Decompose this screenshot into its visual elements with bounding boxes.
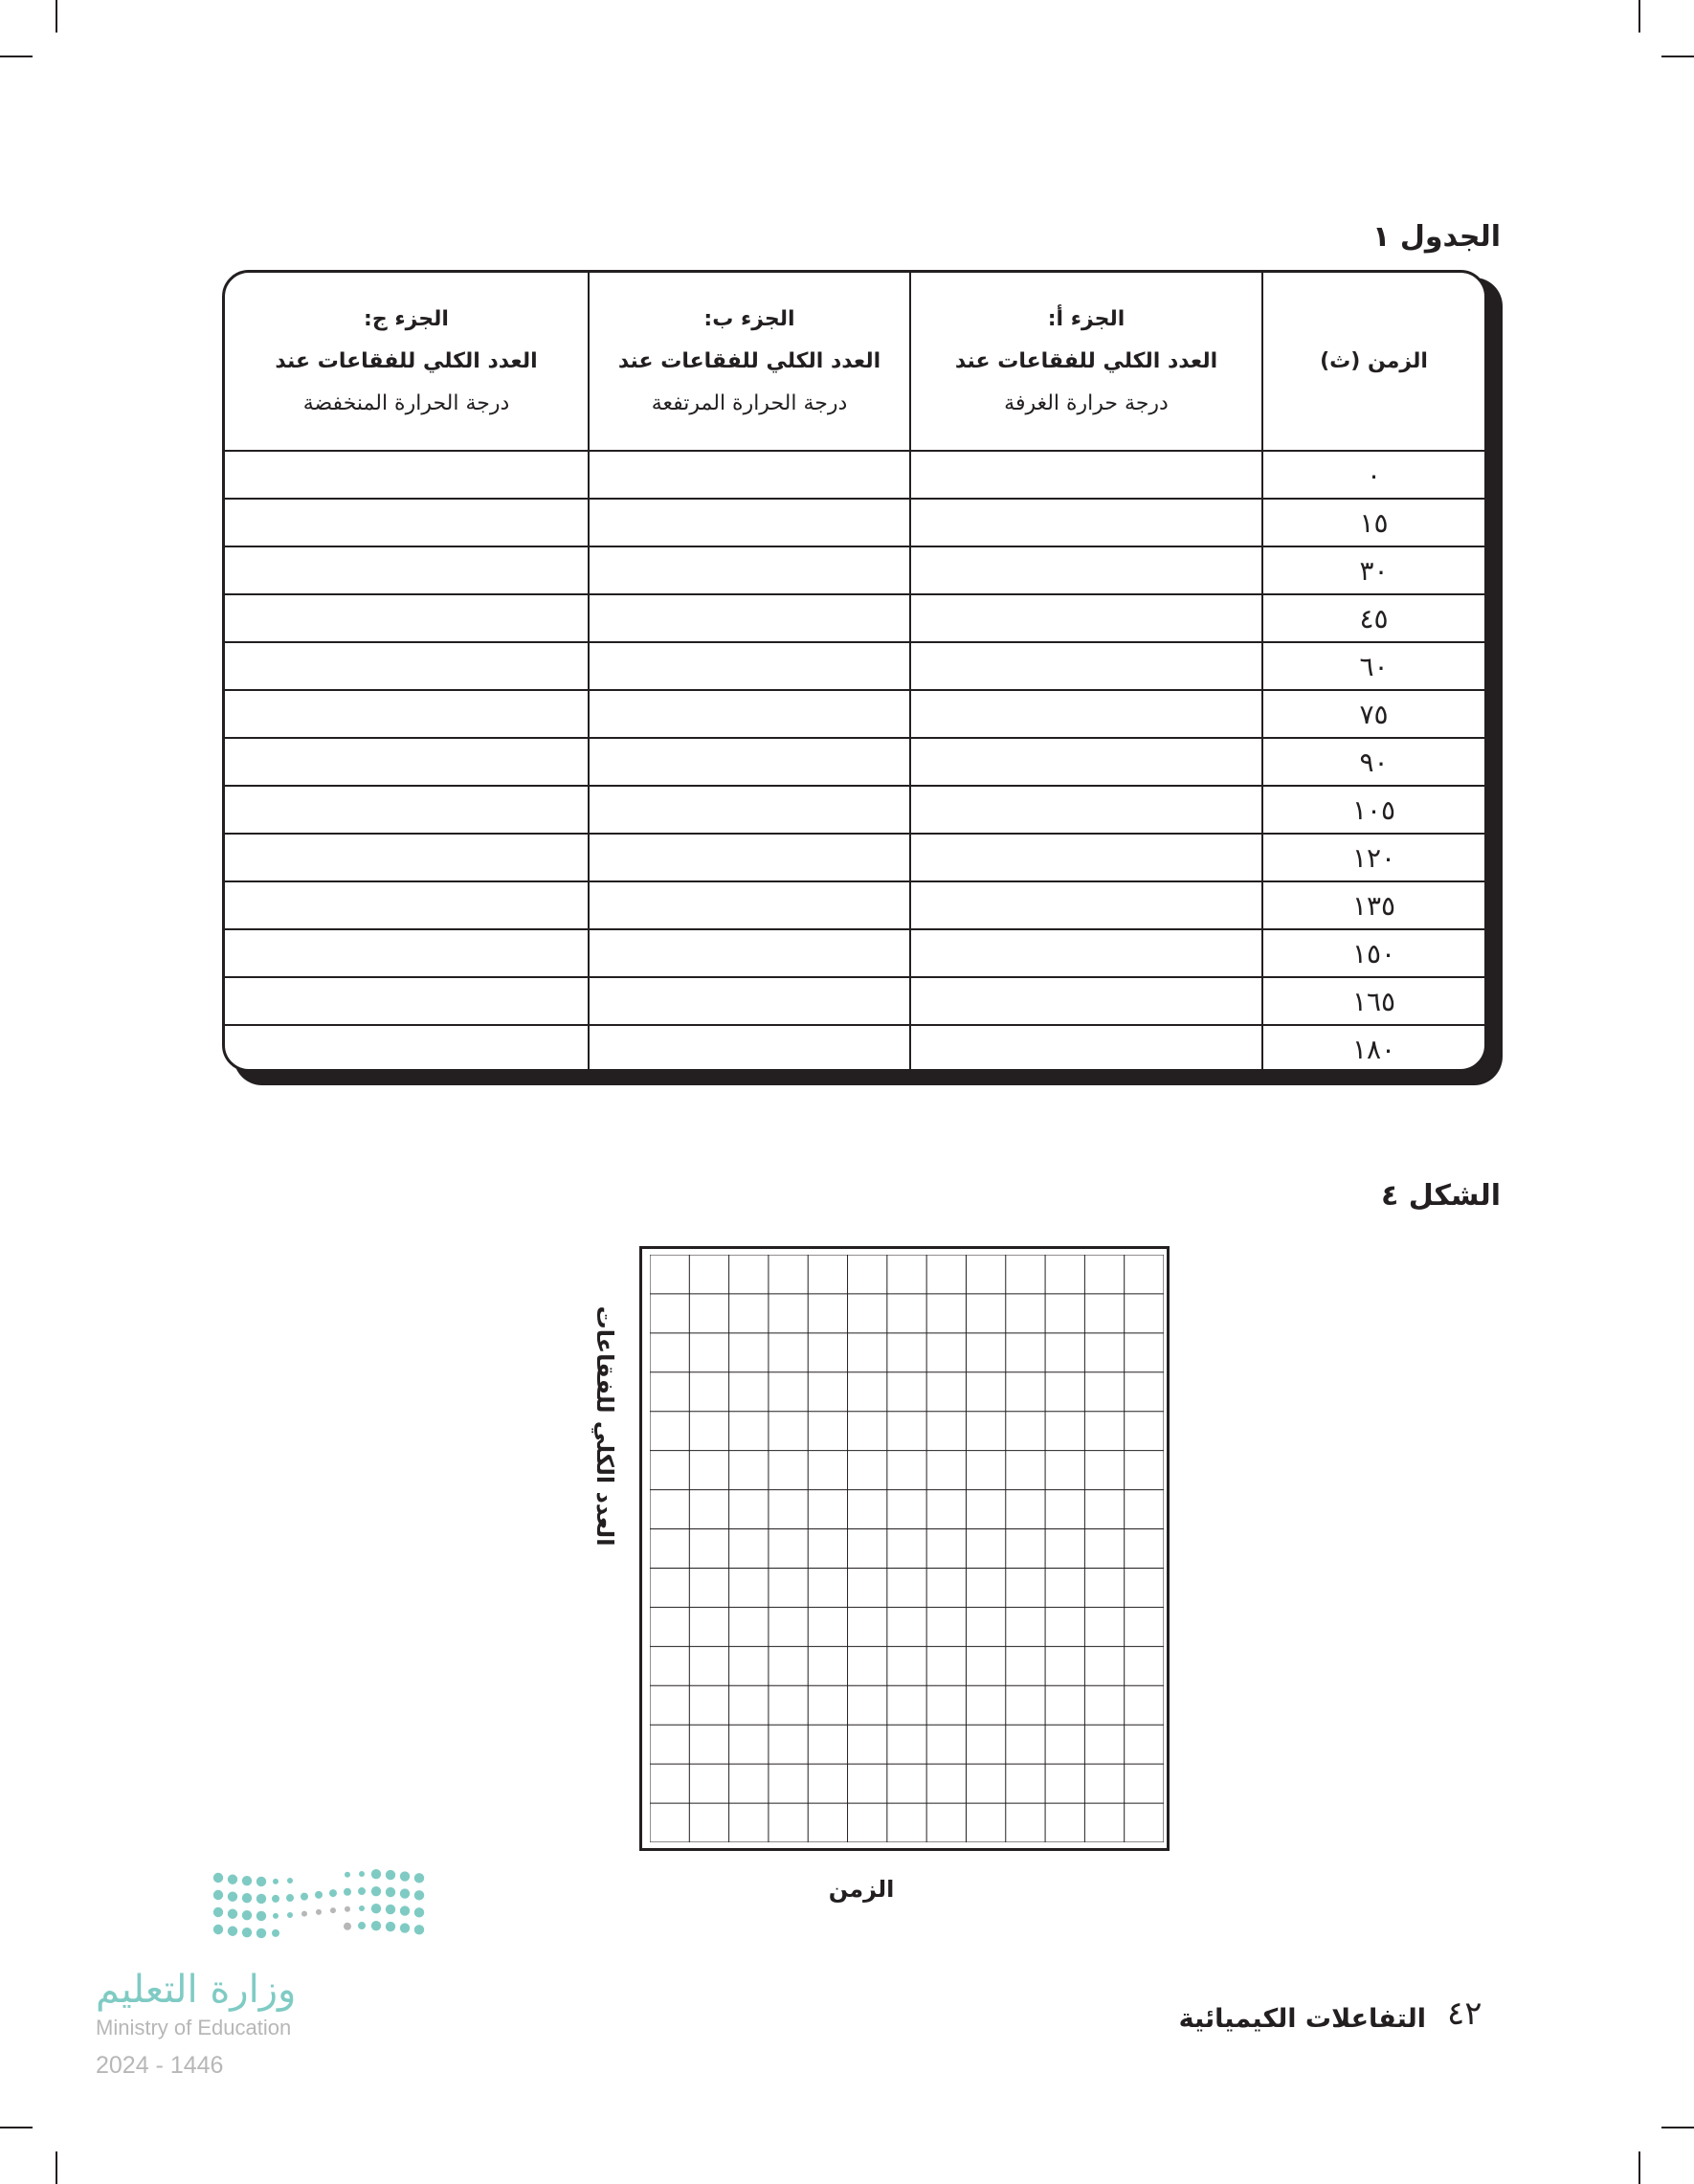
logo-dot — [213, 1890, 223, 1900]
crop-mark — [1638, 0, 1640, 33]
table-row — [225, 690, 1484, 738]
logo-dot — [256, 1928, 266, 1938]
ministry-year: 2024 - 1446 — [96, 2052, 224, 2079]
ministry-name-en: Ministry of Education — [96, 2016, 292, 2039]
time-cell: ٠ — [1262, 451, 1484, 499]
logo-dot — [256, 1894, 266, 1904]
empty-cell-part-b[interactable] — [589, 881, 910, 929]
logo-dot — [242, 1876, 252, 1885]
logo-dot — [242, 1928, 252, 1937]
empty-cell-part-a[interactable] — [910, 642, 1262, 690]
logo-dot — [400, 1923, 410, 1932]
logo-dot — [344, 1923, 351, 1930]
header-part-b: الجزء ب: العدد الكلي للفقاعات عند درجة الحرارة المرتفعة — [589, 273, 910, 451]
logo-dot — [400, 1888, 410, 1898]
logo-dot — [287, 1912, 293, 1918]
logo-dot — [386, 1905, 395, 1914]
logo-dot — [414, 1873, 424, 1883]
empty-cell-part-a[interactable] — [910, 786, 1262, 834]
logo-dot — [400, 1905, 410, 1915]
logo-dot — [359, 1905, 365, 1911]
data-table-1 — [222, 270, 1487, 1072]
empty-cell-part-a[interactable] — [910, 881, 1262, 929]
time-cell: ١٢٠ — [1262, 834, 1484, 881]
empty-cell-part-a[interactable] — [910, 1025, 1262, 1072]
empty-cell-part-a[interactable] — [910, 834, 1262, 881]
empty-cell-part-a[interactable] — [910, 977, 1262, 1025]
empty-cell-part-c[interactable] — [225, 690, 589, 738]
table-row — [225, 977, 1484, 1025]
time-cell: ٤٥ — [1262, 594, 1484, 642]
empty-cell-part-b[interactable] — [589, 786, 910, 834]
crop-mark — [56, 0, 57, 33]
table-caption: الجدول ١ — [1372, 220, 1501, 254]
time-cell: ١٦٥ — [1262, 977, 1484, 1025]
empty-cell-part-b[interactable] — [589, 690, 910, 738]
graph-grid[interactable] — [639, 1246, 1170, 1851]
empty-cell-part-a[interactable] — [910, 690, 1262, 738]
header-part-a: الجزء أ: العدد الكلي للفقاعات عند درجة حرارة الغرفة — [910, 273, 1262, 451]
logo-dot — [359, 1871, 365, 1877]
empty-cell-part-c[interactable] — [225, 786, 589, 834]
empty-cell-part-b[interactable] — [589, 499, 910, 546]
time-cell: ١٠٥ — [1262, 786, 1484, 834]
empty-cell-part-c[interactable] — [225, 642, 589, 690]
ministry-logo-icon — [211, 1868, 450, 1954]
time-cell: ٣٠ — [1262, 546, 1484, 594]
crop-mark — [1661, 56, 1694, 57]
logo-dot — [301, 1911, 307, 1917]
empty-cell-part-b[interactable] — [589, 546, 910, 594]
table-row — [225, 499, 1484, 546]
logo-dot — [272, 1929, 279, 1937]
empty-cell-part-b[interactable] — [589, 451, 910, 499]
empty-cell-part-b[interactable] — [589, 929, 910, 977]
table-row — [225, 881, 1484, 929]
logo-dot — [371, 1886, 381, 1896]
empty-cell-part-a[interactable] — [910, 451, 1262, 499]
crop-mark — [1661, 2127, 1694, 2128]
header-time: الزمن (ث) — [1262, 273, 1484, 451]
logo-dot — [358, 1887, 366, 1895]
logo-dot — [371, 1921, 381, 1930]
empty-cell-part-b[interactable] — [589, 642, 910, 690]
empty-cell-part-c[interactable] — [225, 1025, 589, 1072]
empty-cell-part-a[interactable] — [910, 594, 1262, 642]
empty-cell-part-b[interactable] — [589, 738, 910, 786]
time-cell: ١٥٠ — [1262, 929, 1484, 977]
logo-dot — [386, 1922, 395, 1931]
logo-dot — [344, 1888, 351, 1896]
logo-dot — [286, 1894, 294, 1902]
empty-cell-part-c[interactable] — [225, 881, 589, 929]
empty-cell-part-b[interactable] — [589, 834, 910, 881]
empty-cell-part-c[interactable] — [225, 977, 589, 1025]
logo-dot — [330, 1907, 336, 1913]
time-cell: ٧٥ — [1262, 690, 1484, 738]
x-axis-label: الزمن — [828, 1876, 895, 1903]
empty-cell-part-b[interactable] — [589, 977, 910, 1025]
logo-dot — [414, 1890, 424, 1900]
crop-mark — [0, 2127, 33, 2128]
empty-cell-part-a[interactable] — [910, 929, 1262, 977]
time-cell: ١٣٥ — [1262, 881, 1484, 929]
logo-dot — [287, 1878, 293, 1883]
y-axis-label: العدد الكلي للفقاعات — [591, 1305, 618, 1547]
logo-dot — [371, 1904, 381, 1913]
logo-dot — [329, 1889, 337, 1897]
logo-dot — [256, 1911, 266, 1921]
table-row — [225, 929, 1484, 977]
logo-dot — [273, 1913, 279, 1919]
logo-dot — [273, 1879, 279, 1884]
figure-caption: الشكل ٤ — [1380, 1179, 1501, 1213]
logo-dot — [213, 1873, 223, 1883]
time-cell: ٦٠ — [1262, 642, 1484, 690]
logo-dot — [315, 1891, 323, 1899]
time-cell: ١٥ — [1262, 499, 1484, 546]
logo-dot — [228, 1909, 237, 1919]
logo-dot — [301, 1893, 308, 1901]
header-part-c: الجزء ج: العدد الكلي للفقاعات عند درجة الحرارة المنخفضة — [225, 273, 589, 451]
logo-dot — [242, 1910, 252, 1920]
empty-cell-part-b[interactable] — [589, 594, 910, 642]
chapter-title: التفاعلات الكيميائية — [1178, 2004, 1426, 2034]
logo-dot — [213, 1907, 223, 1917]
empty-cell-part-c[interactable] — [225, 546, 589, 594]
graph-grid-area[interactable] — [650, 1255, 1164, 1842]
table-row — [225, 546, 1484, 594]
empty-cell-part-c[interactable] — [225, 738, 589, 786]
ministry-name-ar: وزارة التعليم — [96, 1968, 297, 2012]
empty-cell-part-c[interactable] — [225, 834, 589, 881]
grid-lines — [650, 1255, 1164, 1842]
empty-cell-part-a[interactable] — [910, 546, 1262, 594]
table-row — [225, 594, 1484, 642]
empty-cell-part-c[interactable] — [225, 451, 589, 499]
logo-dot — [272, 1895, 279, 1903]
empty-cell-part-b[interactable] — [589, 1025, 910, 1072]
time-cell: ٩٠ — [1262, 738, 1484, 786]
empty-cell-part-a[interactable] — [910, 738, 1262, 786]
table-row — [225, 642, 1484, 690]
logo-dot — [213, 1925, 223, 1934]
table-row — [225, 451, 1484, 499]
empty-cell-part-c[interactable] — [225, 929, 589, 977]
crop-mark — [0, 56, 33, 57]
crop-mark — [1638, 2151, 1640, 2184]
page-number: ٤٢ — [1447, 1995, 1482, 2033]
logo-dot — [242, 1893, 252, 1903]
logo-dot — [316, 1909, 322, 1915]
logo-dot — [256, 1877, 266, 1886]
table-row — [225, 738, 1484, 786]
logo-dot — [228, 1927, 237, 1936]
empty-cell-part-c[interactable] — [225, 499, 589, 546]
empty-cell-part-c[interactable] — [225, 594, 589, 642]
logo-dot — [345, 1906, 350, 1912]
logo-dot — [414, 1925, 424, 1934]
time-cell: ١٨٠ — [1262, 1025, 1484, 1072]
table-row — [225, 1025, 1484, 1072]
logo-dot — [386, 1887, 395, 1897]
logo-dot — [386, 1870, 395, 1880]
logo-dot — [371, 1869, 381, 1879]
logo-dot — [400, 1871, 410, 1881]
empty-cell-part-a[interactable] — [910, 499, 1262, 546]
table-row — [225, 834, 1484, 881]
logo-dot — [414, 1907, 424, 1917]
logo-dot — [345, 1872, 350, 1878]
crop-mark — [56, 2151, 57, 2184]
table-row — [225, 786, 1484, 834]
logo-dot — [228, 1875, 237, 1884]
logo-dot — [228, 1892, 237, 1902]
logo-dot — [358, 1922, 366, 1929]
